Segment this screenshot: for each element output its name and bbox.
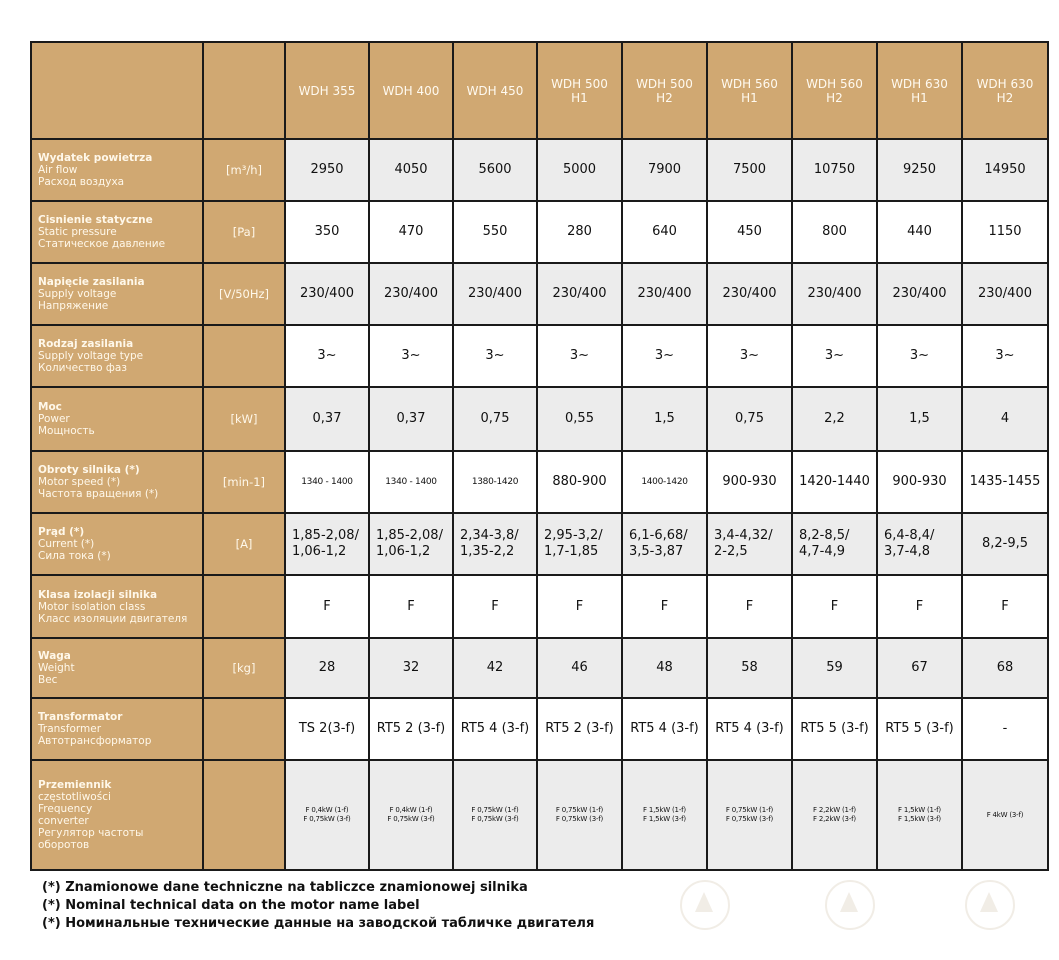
value-cell: RT5 4 (3-f) [453,698,537,760]
table-row [31,451,1048,513]
table-row [31,638,1048,698]
row-label [31,513,203,575]
row-label-line: Waga [38,650,71,662]
value-cell: 1150 [962,201,1048,263]
value-cell: 8,2-8,5/ 4,7-4,9 [792,513,877,575]
footnote-en: (*) Nominal technical data on the motor name label [42,898,420,913]
value-cell: 0,37 [369,387,453,451]
value-cell: 2950 [285,139,369,201]
value-cell: RT5 4 (3-f) [622,698,707,760]
value-cell: 550 [453,201,537,263]
value-cell: F 0,75kW (1-f) F 0,75kW (3-f) [453,760,537,870]
value-cell: RT5 5 (3-f) [792,698,877,760]
model-header: WDH 500 H2 [622,42,707,139]
model-header: WDH 400 [369,42,453,139]
row-label-line: Static pressure [38,226,117,238]
watermark-logo-icon [825,880,875,930]
row-label-line: Мощность [38,425,95,437]
value-cell: F 0,75kW (1-f) F 0,75kW (3-f) [537,760,622,870]
model-header: WDH 630 H1 [877,42,962,139]
value-cell: 32 [369,638,453,698]
value-cell: 3~ [369,325,453,387]
value-cell: F [707,575,792,638]
value-cell: 59 [792,638,877,698]
value-cell: 1435-1455 [962,451,1048,513]
value-cell: 230/400 [285,263,369,325]
row-unit: [min-1] [203,451,285,513]
row-label-line: Вес [38,674,58,686]
value-cell: 900-930 [707,451,792,513]
row-label-line: Klasa izolacji silnika [38,588,158,601]
row-label [31,387,203,451]
value-cell: F [622,575,707,638]
row-unit: [V/50Hz] [203,263,285,325]
value-cell: 350 [285,201,369,263]
row-unit: [m³/h] [203,139,285,201]
row-label-line: Current (*) [38,538,95,550]
row-unit: [kg] [203,638,285,698]
row-label-line: Класс изоляции двигателя [38,612,188,625]
value-cell: 1,5 [622,387,707,451]
row-label-line: оборотов [38,839,90,851]
value-cell: 14950 [962,139,1048,201]
row-unit [203,760,285,870]
value-cell: F 0,4kW (1-f) F 0,75kW (3-f) [285,760,369,870]
value-cell: 3~ [707,325,792,387]
value-cell: 800 [792,201,877,263]
value-cell: 6,1-6,68/ 3,5-3,87 [622,513,707,575]
value-cell: F 1,5kW (1-f) F 1,5kW (3-f) [622,760,707,870]
row-label-line: Расход воздуха [38,176,125,188]
value-cell: 0,75 [453,387,537,451]
row-label [31,451,203,513]
row-label [31,575,203,638]
value-cell: 900-930 [877,451,962,513]
row-label-line: Obroty silnika (*) [38,464,140,476]
value-cell: 230/400 [962,263,1048,325]
value-cell: 7500 [707,139,792,201]
table-row [31,325,1048,387]
model-header: WDH 355 [285,42,369,139]
value-cell: 230/400 [369,263,453,325]
table-row [31,201,1048,263]
row-label-line: Weight [38,662,75,674]
row-label-line: Supply voltage type [38,350,144,362]
value-cell: 3,4-4,32/ 2-2,5 [707,513,792,575]
value-cell: 640 [622,201,707,263]
value-cell: 880-900 [537,451,622,513]
value-cell: RT5 5 (3-f) [877,698,962,760]
table-row [31,513,1048,575]
specification-table [30,41,1049,871]
value-cell: 3~ [792,325,877,387]
value-cell: 0,75 [707,387,792,451]
value-cell: 6,4-8,4/ 3,7-4,8 [877,513,962,575]
value-cell: 230/400 [622,263,707,325]
row-label [31,760,203,870]
row-label [31,139,203,201]
value-cell: RT5 2 (3-f) [369,698,453,760]
value-cell: 230/400 [537,263,622,325]
row-unit: [Pa] [203,201,285,263]
row-label-line: converter [38,815,89,827]
table-row [31,760,1048,870]
row-label [31,638,203,698]
value-cell: F [453,575,537,638]
row-unit [203,325,285,387]
row-label-line: Motor speed (*) [38,476,121,488]
row-label-line: częstotliwości [38,791,111,803]
table-row [31,387,1048,451]
value-cell: F 4kW (3-f) [962,760,1048,870]
row-unit: [kW] [203,387,285,451]
value-cell: 230/400 [453,263,537,325]
value-cell: 470 [369,201,453,263]
row-label [31,325,203,387]
value-cell: 3~ [453,325,537,387]
row-label-line: Przemiennik [38,779,112,791]
value-cell: 0,37 [285,387,369,451]
value-cell: 4 [962,387,1048,451]
value-cell: 5000 [537,139,622,201]
value-cell: 1380-1420 [453,451,537,513]
value-cell: 58 [707,638,792,698]
row-unit [203,698,285,760]
value-cell: RT5 4 (3-f) [707,698,792,760]
value-cell: 28 [285,638,369,698]
row-label-line: Rodzaj zasilania [38,338,134,350]
value-cell: 440 [877,201,962,263]
row-label-line: Напряжение [38,300,109,312]
value-cell: F [792,575,877,638]
value-cell: 230/400 [877,263,962,325]
value-cell: 7900 [622,139,707,201]
corner-unit-cell [203,42,285,139]
row-label-line: Motor isolation class [38,600,146,613]
value-cell: 450 [707,201,792,263]
watermark-logo-icon [680,880,730,930]
value-cell: 9250 [877,139,962,201]
value-cell: F 2,2kW (1-f) F 2,2kW (3-f) [792,760,877,870]
value-cell: F [537,575,622,638]
corner-cell [31,42,203,139]
value-cell: 5600 [453,139,537,201]
row-label-line: Power [38,413,70,425]
row-label-line: Prąd (*) [38,526,85,538]
value-cell: RT5 2 (3-f) [537,698,622,760]
value-cell: 2,34-3,8/ 1,35-2,2 [453,513,537,575]
value-cell: 68 [962,638,1048,698]
watermark-logo-icon [965,880,1015,930]
model-header: WDH 560 H1 [707,42,792,139]
row-label-line: Сила тока (*) [38,550,111,562]
table-row [31,698,1048,760]
value-cell: 230/400 [707,263,792,325]
value-cell: 280 [537,201,622,263]
value-cell: - [962,698,1048,760]
row-label-line: Air flow [38,164,78,176]
value-cell: 2,2 [792,387,877,451]
value-cell: F [962,575,1048,638]
value-cell: 230/400 [792,263,877,325]
row-label [31,698,203,760]
row-label [31,201,203,263]
row-label-line: Количество фаз [38,362,127,374]
value-cell: 42 [453,638,537,698]
model-header: WDH 560 H2 [792,42,877,139]
row-label-line: Frequency [38,803,93,815]
footnotes [42,879,594,933]
value-cell: 1,85-2,08/ 1,06-1,2 [369,513,453,575]
value-cell: F [369,575,453,638]
value-cell: 1,85-2,08/ 1,06-1,2 [285,513,369,575]
row-label-line: Moc [38,401,62,413]
value-cell: 3~ [622,325,707,387]
table-row [31,263,1048,325]
value-cell: F 0,4kW (1-f) F 0,75kW (3-f) [369,760,453,870]
row-label-line: Transformator [38,711,123,723]
value-cell: 3~ [285,325,369,387]
value-cell: F 0,75kW (1-f) F 0,75kW (3-f) [707,760,792,870]
value-cell: 1400-1420 [622,451,707,513]
model-header: WDH 630 H2 [962,42,1048,139]
row-unit [203,575,285,638]
value-cell: 67 [877,638,962,698]
value-cell: 48 [622,638,707,698]
value-cell: 4050 [369,139,453,201]
value-cell: 10750 [792,139,877,201]
table-row [31,575,1048,638]
value-cell: 3~ [537,325,622,387]
row-label-line: Статическое давление [38,238,166,250]
footnote-pl: (*) Znamionowe dane techniczne na tabliczce znamionowej silnika [42,880,528,895]
value-cell: 0,55 [537,387,622,451]
value-cell: F [285,575,369,638]
value-cell: 2,95-3,2/ 1,7-1,85 [537,513,622,575]
header-row [31,42,1048,139]
table-body [31,139,1048,870]
value-cell: F 1,5kW (1-f) F 1,5kW (3-f) [877,760,962,870]
value-cell: TS 2(3-f) [285,698,369,760]
row-label-line: Cisnienie statyczne [38,214,153,226]
value-cell: 8,2-9,5 [962,513,1048,575]
value-cell: 1340 - 1400 [369,451,453,513]
row-label-line: Napięcie zasilania [38,276,145,288]
row-label-line: Wydatek powietrza [38,152,153,164]
row-label-line: Transformer [38,723,102,735]
row-unit: [A] [203,513,285,575]
footnote-ru: (*) Номинальные технические данные на заводской табличке двигателя [42,916,595,931]
value-cell: 3~ [962,325,1048,387]
value-cell: 46 [537,638,622,698]
model-header: WDH 450 [453,42,537,139]
table-row [31,139,1048,201]
row-label-line: Регулятор частоты [38,827,144,839]
row-label-line: Автотрансформатор [38,735,152,747]
row-label-line: Supply voltage [38,288,117,300]
model-header: WDH 500 H1 [537,42,622,139]
value-cell: 3~ [877,325,962,387]
value-cell: 1340 - 1400 [285,451,369,513]
value-cell: 1420-1440 [792,451,877,513]
value-cell: F [877,575,962,638]
row-label-line: Частота вращения (*) [38,488,159,500]
row-label [31,263,203,325]
value-cell: 1,5 [877,387,962,451]
